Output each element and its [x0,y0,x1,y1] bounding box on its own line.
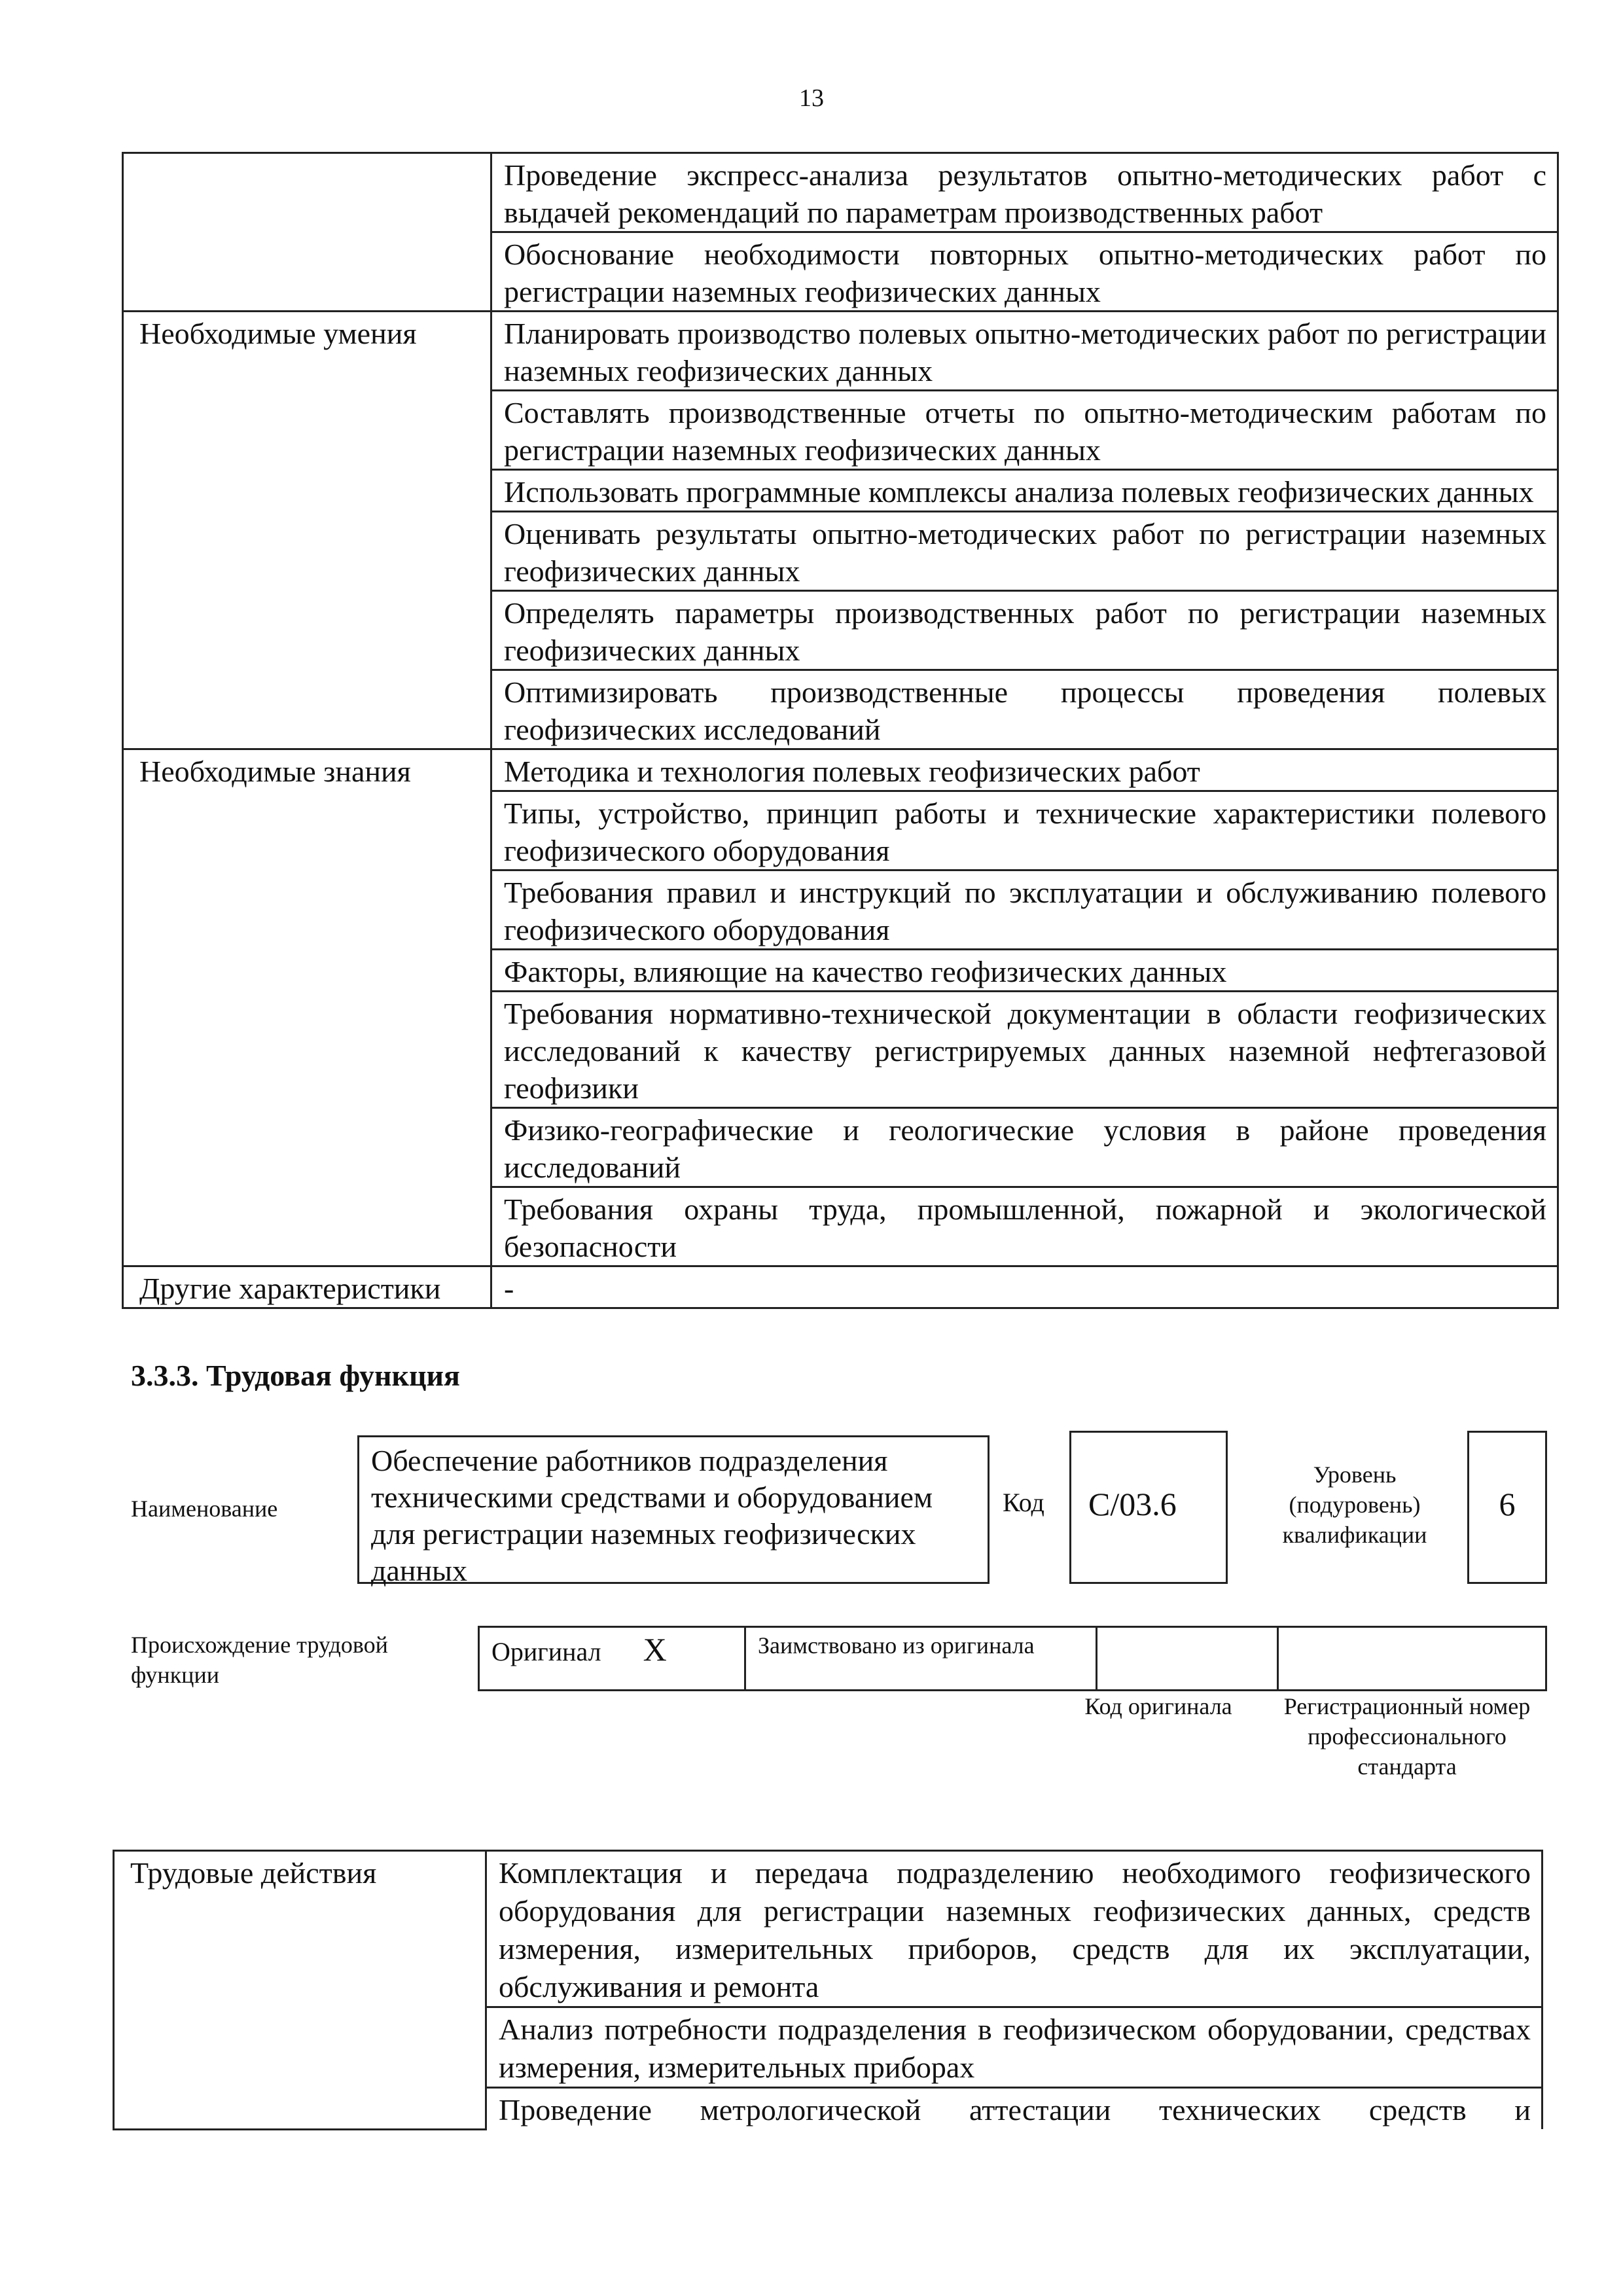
table-row [123,749,1558,791]
original-code-cell [1097,1627,1278,1691]
table-cell: Физико-географические и геологические условия в районе проведения исследований [491,1108,1558,1187]
code-caption: Код оригинала [1084,1693,1232,1719]
name-label: Наименование [131,1496,278,1522]
table-cell: Комплектация и передача подразделению необходимого геофизического оборудования для регистрации наземных геофизических данных, средств измерения, измерительных приборов, средств для их эксплуатации, обслуживания и ремонта [486,1851,1543,2007]
row-label-knowledge: Необходимые знания [123,749,491,1266]
table-cell: Типы, устройство, принцип работы и технические характеристики полевого геофизического оборудования [491,791,1558,870]
level-box: 6 [1467,1431,1547,1584]
function-code-box: C/03.6 [1069,1431,1228,1584]
level-label: Уровень (подуровень) квалификации [1282,1462,1427,1548]
function-name-box: Обеспечение работников подразделения техническими средствами и оборудованием для регистрации наземных геофизических данных [357,1435,990,1584]
table-row [123,153,1558,232]
row-label-actions: Трудовые действия [114,1851,486,2130]
original-cell [479,1627,745,1691]
table-cell: Определять параметры производственных работ по регистрации наземных геофизических данных [491,591,1558,670]
table-cell: Требования охраны труда, промышленной, пожарной и экологической безопасности [491,1187,1558,1266]
table-row [479,1627,1546,1691]
table-cell: Использовать программные комплексы анализа полевых геофизических данных [491,470,1558,512]
table-cell: Требования правил и инструкций по эксплуатации и обслуживанию полевого геофизического оборудования [491,870,1558,950]
reg-caption: Регистрационный номер профессионального стандарта [1283,1693,1531,1780]
code-label: Код [1003,1488,1044,1517]
table-row [114,1851,1543,2007]
table-cell: Оценивать результаты опытно-методических работ по регистрации наземных геофизических данных [491,512,1558,591]
table-cell: Анализ потребности подразделения в геофизическом оборудовании, средствах измерения, измерительных приборах [486,2007,1543,2088]
row-label-other: Другие характеристики [123,1266,491,1308]
page-number: 13 [799,84,824,112]
borrowed-cell: Заимствовано из оригинала [745,1627,1097,1691]
table-row [123,312,1558,391]
table-cell: Планировать производство полевых опытно-методических работ по регистрации наземных геофизических данных [491,312,1558,391]
cell-text: Проведение метрологической аттестации технических средств и [499,2093,1531,2126]
reg-number-cell [1278,1627,1546,1691]
table-cell: - [491,1266,1558,1308]
original-mark: X [643,1631,667,1668]
table-cell [486,2088,1543,2130]
competency-table [122,152,1559,1309]
table-cell: Оптимизировать производственные процессы проведения полевых геофизических исследований [491,670,1558,749]
origin-label: Происхождение трудовой функции [131,1632,388,1688]
table-row [123,1266,1558,1308]
origin-table [478,1626,1547,1691]
table-cell: Факторы, влияющие на качество геофизических данных [491,950,1558,992]
table-cell: Проведение экспресс-анализа результатов опытно-методических работ с выдачей рекомендаций по параметрам производственных работ [491,153,1558,232]
section-title: 3.3.3. Трудовая функция [131,1359,460,1392]
table-cell: Составлять производственные отчеты по опытно-методическим работам по регистрации наземных геофизических данных [491,391,1558,470]
table-cell: Требования нормативно-технической документации в области геофизических исследований к качеству регистрируемых данных наземной нефтегазовой геофизики [491,992,1558,1108]
table-cell: Методика и технология полевых геофизических работ [491,749,1558,791]
row-label [123,153,491,312]
original-label: Оригинал [491,1637,601,1666]
table-cell: Обоснование необходимости повторных опытно-методических работ по регистрации наземных геофизических данных [491,232,1558,312]
labor-actions-table [113,1850,1543,2130]
row-label-skills: Необходимые умения [123,312,491,749]
